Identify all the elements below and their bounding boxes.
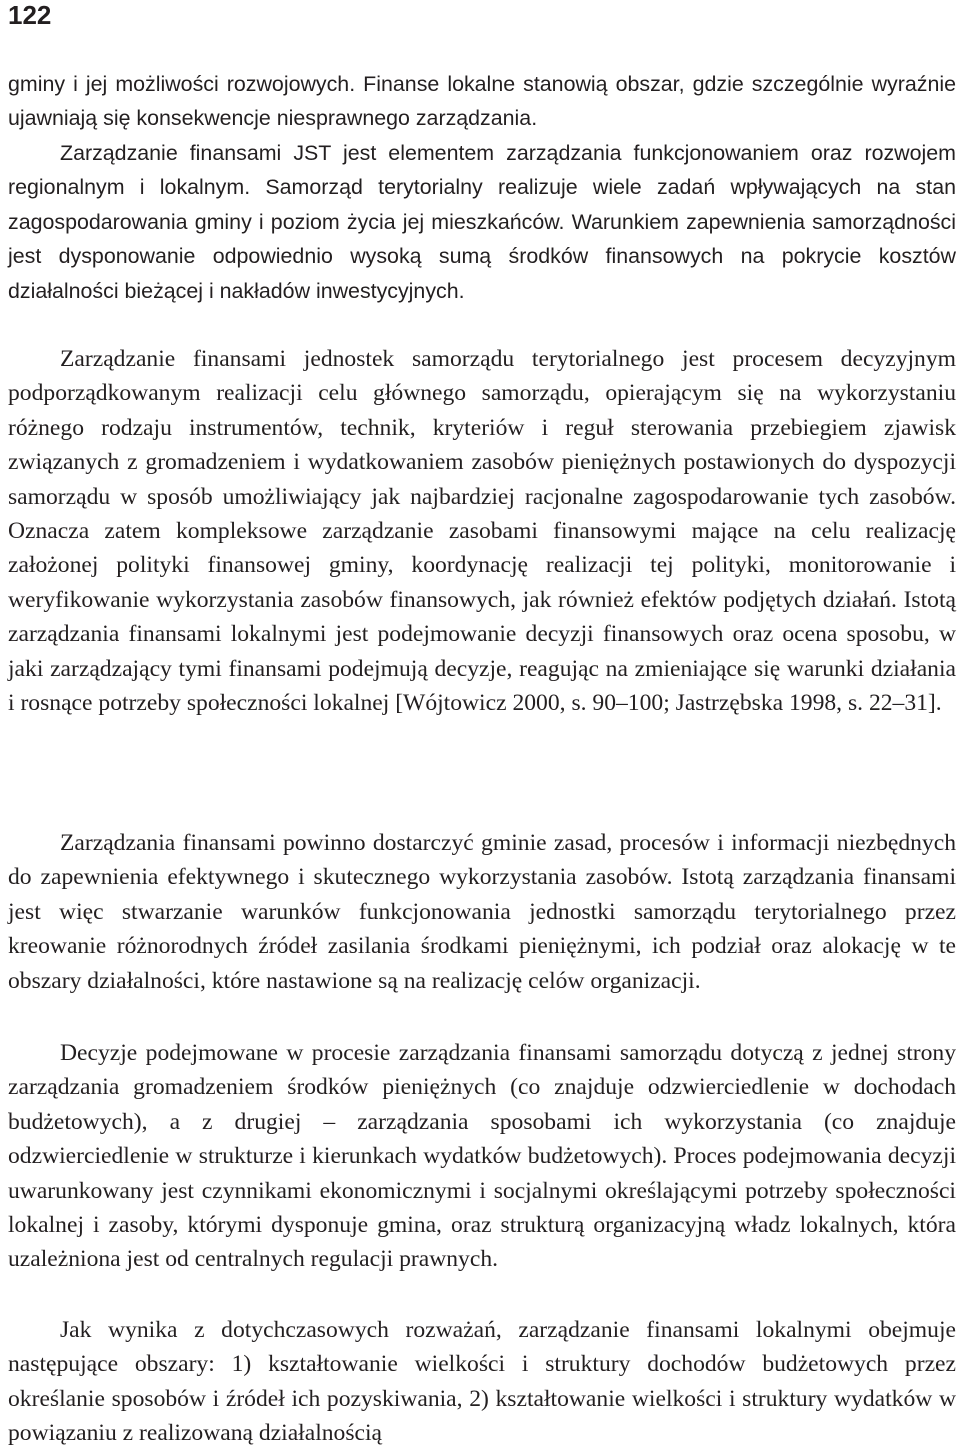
paragraph-decision-process: Zarządzanie finansami jednostek samorządu terytorialnego jest procesem decyzyjnym podporządkowanym realizacji celu głównego samorządu, opierającym się na wykorzystaniu różnego rodzaju instrumentów, technik, kryteriów i reguł sterowania przebiegiem zjawisk związanych z gromadzeniem i wydatkowaniem zasobów pieniężnych postawionych do dyspozycji samorządu w sposób umożliwiający jak najbardziej racjonalne zagospodarowanie tych zasobów. Oznacza zatem kompleksowe zarządzanie zasobami finansowymi mające na celu realizację założonej polityki finansowej gminy, koordynację realizacji tej polityki, monitorowanie i weryfikowanie wykorzystania zasobów finansowych, jak również efektów podjętych działań. Istotą zarządzania finansami lokalnymi jest podejmowanie decyzji finansowych oraz ocena sposobu, w jaki zarządzający tymi finansami podejmują decyzje, reagując na zmieniające się warunki działania i rosnące potrzeby społeczności lokalnej [Wójtowicz 2000, s. 90–100; Jastrzębska 1998, s. 22–31]. (8, 346, 956, 717)
page-number: 122 (8, 0, 52, 30)
paragraph-management-principles: Zarządzania finansami powinno dostarczyć gminie zasad, procesów i informacji niezbędnych do zapewnienia efektywnego i skutecznego wykorzystania zasobów. Istotą zarządzania finansami jest więc stwarzanie warunków funkcjonowania jednostki samorządu terytorialnego przez kreowanie różnorodnych źródeł zasilania środkami pieniężnymi, ich podział oraz alokację w te obszary działalności, które nastawione są na realizację celów organizacji. (8, 830, 956, 994)
paragraph-jst-management: Zarządzanie finansami JST jest elementem zarządzania funkcjonowaniem oraz rozwojem regionalnym i lokalnym. Samorząd terytorialny realizuje wiele zadań wpływających na stan zagospodarowania gminy i poziom życia jej mieszkańców. Warunkiem zapewnienia samorządności jest dysponowanie odpowiednio wysoką sumą środków finansowych na pokrycie kosztów działalności bieżącej i nakładów inwestycyjnych. (8, 141, 956, 303)
paragraph-decisions: Decyzje podejmowane w procesie zarządzania finansami samorządu dotyczą z jednej strony zarządzania gromadzeniem środków pieniężnych (co znajduje odzwierciedlenie w dochodach budżetowych), a z drugiej – zarządzania sposobami ich wykorzystania (co znajduje odzwierciedlenie w strukturze i kierunkach wydatków budżetowych). Proces podejmowania decyzji uwarunkowany jest czynnikami ekonomicznymi i socjalnymi określającymi potrzeby społeczności lokalnej i zasoby, którymi dysponuje gmina, oraz strukturą organizacyjną władz lokalnych, która uzależniona jest od centralnych regulacji prawnych. (8, 1040, 956, 1273)
paragraph-continued: gminy i jej możliwości rozwojowych. Finanse lokalne stanowią obszar, gdzie szczególnie wyraźnie ujawniają się konsekwencje niesprawnego zarządzania. (8, 72, 956, 131)
paragraph-areas: Jak wynika z dotychczasowych rozważań, zarządzanie finansami lokalnymi obejmuje następujące obszary: 1) kształtowanie wielkości i struktury dochodów budżetowych przez określanie sposobów i źródeł ich pozyskiwania, 2) kształtowanie wielkości i struktury wydatków w powiązaniu z realizowaną działalnością (8, 1317, 956, 1447)
